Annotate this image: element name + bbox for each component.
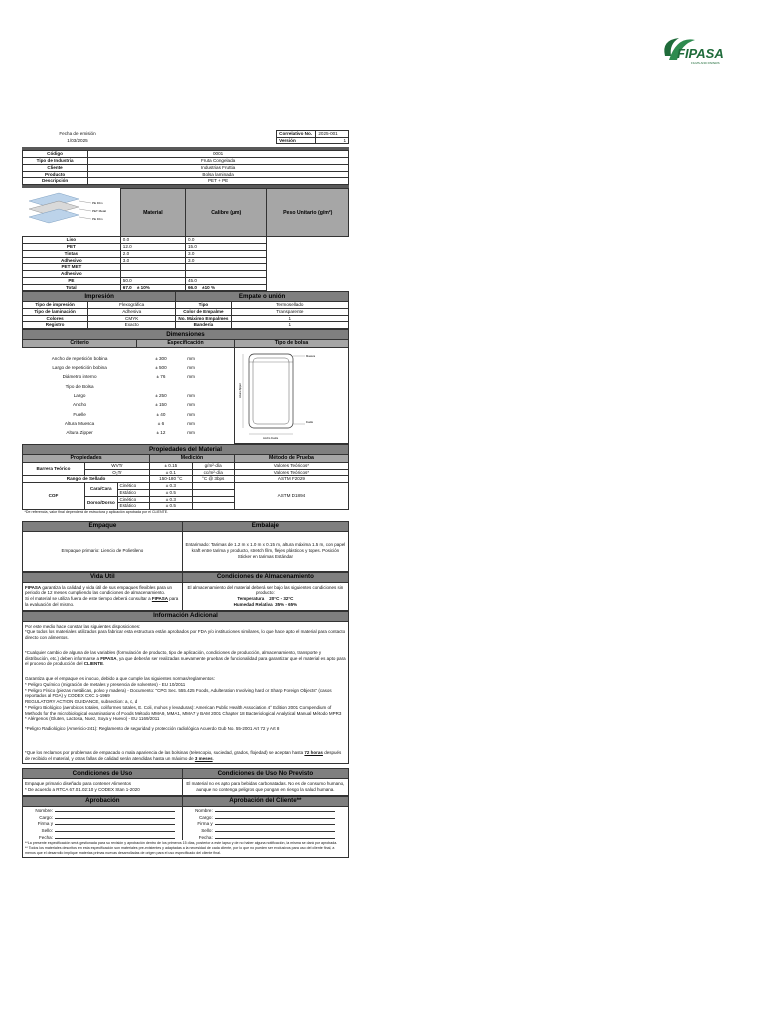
barrera-name: O₂Tr bbox=[84, 469, 149, 476]
embalaje-title: Embalaje bbox=[182, 521, 348, 531]
field-label: Firma y bbox=[37, 821, 53, 827]
dimensiones-rows bbox=[23, 354, 234, 438]
dimension-criterio: Largo bbox=[73, 392, 86, 398]
impresion-value: Flexográfica bbox=[88, 302, 176, 309]
empate-label: No. Máximo Empalmes bbox=[176, 315, 231, 322]
field-label: Fecha: bbox=[38, 834, 53, 840]
col-material: Material bbox=[120, 189, 185, 237]
impresion-label: Tipo de impresión bbox=[23, 302, 88, 309]
aprobacion-row bbox=[23, 827, 349, 834]
vida-util-table bbox=[22, 572, 349, 611]
adicional-p5: * Peligro Químico (migración de metales y presencia de solventes) - EU 10/2011 bbox=[25, 681, 186, 687]
no-previsto-title: Condiciones de Uso No Previsto bbox=[182, 769, 348, 779]
dimensiones-title: Dimensiones bbox=[23, 330, 349, 340]
sellado-label: Rango de Sellado bbox=[23, 476, 150, 483]
structure-material: Liso bbox=[23, 237, 121, 244]
general-value: Fruta Congelada bbox=[88, 158, 349, 165]
dimensiones-table bbox=[22, 329, 349, 444]
adicional-table bbox=[22, 611, 349, 765]
dimension-criterio: Tipo de Bolsa bbox=[65, 383, 94, 389]
adicional-p2: *Que todos los materiales utilizados para fabricar esta estructura están aprobados por FDA y/o instituciones similares, lo que hace apto el material para contacto directo con alimentos. bbox=[25, 629, 346, 641]
aprobacion-cliente-field bbox=[182, 827, 348, 834]
structure-peso: 15.0 bbox=[185, 244, 267, 251]
impresion-value: Exacto bbox=[88, 322, 176, 329]
structure-calibre: 0.0 bbox=[120, 237, 185, 244]
general-row bbox=[23, 171, 349, 178]
dimension-criterio: Diámetro interno bbox=[62, 374, 97, 380]
structure-calibre: 3.0 bbox=[120, 257, 185, 264]
signature-line[interactable] bbox=[55, 807, 175, 812]
fecha-value: 1/03/2025 bbox=[67, 137, 88, 143]
field-label: Nombre: bbox=[195, 807, 213, 813]
total-label: Total bbox=[23, 284, 121, 291]
vida-util-title: Vida Útil bbox=[23, 572, 183, 582]
aprobacion-field bbox=[23, 814, 183, 821]
vida-util-text bbox=[23, 582, 183, 610]
col-especificacion: Especificación bbox=[137, 340, 235, 348]
barrera-metodo: Valores Teóricos* bbox=[234, 462, 348, 469]
impresion-title: Impresión bbox=[23, 292, 176, 302]
empate-value: 1 bbox=[231, 322, 348, 329]
col-metodo: Método de Prueba bbox=[234, 455, 348, 463]
structure-calibre: 50.0 bbox=[120, 277, 185, 284]
embalaje-text: Entarimado: Tarimas de 1.2 m x 1.0 m x 0.15 m, altura máxima 1.5 m, con papel kraft entre tarima y producto, stretch film, flejes plásticos y topes. Posición Sticker en tarimas Estándar bbox=[182, 531, 348, 571]
dimension-unidad: mm bbox=[187, 402, 195, 408]
barrera-valor: ± 0.1 bbox=[150, 469, 192, 476]
impresion-value: CMYK bbox=[88, 315, 176, 322]
adicional-p10: *Peligro Radiológico (Americio-241): Reglamento de seguridad y protección radiológica Acuerdo Gub No. 55-2001 Art 72 y Art 8 bbox=[25, 726, 280, 732]
signature-line[interactable] bbox=[215, 807, 335, 812]
structure-material: Adhesivo bbox=[23, 271, 121, 278]
cof-metodo: ASTM D1894 bbox=[234, 483, 348, 510]
empaque-text: Empaque primario: Liencio de Polietileno bbox=[23, 531, 183, 571]
general-row bbox=[23, 164, 349, 171]
dimension-unidad: mm bbox=[187, 392, 195, 398]
bag-diagram bbox=[234, 347, 348, 444]
laminate-layers-icon bbox=[25, 189, 120, 235]
aprobacion-row bbox=[23, 806, 349, 813]
signature-line[interactable] bbox=[215, 814, 335, 819]
propiedades-table bbox=[22, 444, 349, 514]
field-label: Firma y bbox=[197, 821, 213, 827]
structure-calibre bbox=[120, 271, 185, 278]
signature-line[interactable] bbox=[215, 834, 335, 839]
cof-tipo: Estático bbox=[117, 489, 150, 496]
dimension-row bbox=[23, 400, 234, 409]
adicional-p8: * Peligro Biológico (aerobicos totales, coliformes totales, E. Coli, mohos y levaduras): American Public Health Association 4° Edition 2001 Compendium of Methods for the microbiological examinations of Foods Método MMA9, MMA1, MMA7 y BAM 2001 Chapter 18 Bacteriological Analytical Manual Método MPR3 bbox=[25, 704, 342, 716]
barrera-unidad: g/m²·día bbox=[192, 462, 234, 469]
correlativo-label: Correlativo No. bbox=[277, 131, 316, 138]
general-row bbox=[23, 151, 349, 158]
structure-calibre bbox=[120, 264, 185, 271]
dimension-valor: ± 12 bbox=[156, 430, 166, 436]
dimension-row bbox=[23, 373, 234, 382]
structure-material: Tintas bbox=[23, 250, 121, 257]
dimension-row bbox=[23, 363, 234, 372]
structure-material: PE bbox=[23, 277, 121, 284]
field-label: Sello: bbox=[201, 828, 213, 833]
dimension-criterio: Altura Muesca bbox=[64, 420, 95, 426]
almacenamiento-text bbox=[182, 582, 348, 610]
impresion-row bbox=[23, 322, 349, 329]
aprobacion-field bbox=[23, 834, 183, 841]
vida-util-p1: garantiza la calidad y vida útil de sus empaques flexibles para un periodo de 12 meses cumpliendo las condiciones de almacenamiento. bbox=[25, 584, 172, 596]
impresion-label: Tipo de laminación bbox=[23, 308, 88, 315]
barrera-label: Barrera Teórico bbox=[23, 462, 85, 475]
cof-valor: ± 0.5 bbox=[150, 489, 192, 496]
cof-label: COF bbox=[23, 483, 85, 510]
version-value: 1 bbox=[316, 137, 349, 144]
structure-material: PET MET bbox=[23, 264, 121, 271]
col-criterio: Criterio bbox=[23, 340, 137, 348]
general-value: PET + PE bbox=[88, 178, 349, 185]
structure-peso bbox=[185, 264, 267, 271]
impresion-empate-table bbox=[22, 291, 349, 329]
aprobacion-title: Aprobación bbox=[23, 796, 183, 806]
total-calibre: 67.0 bbox=[122, 284, 132, 290]
impresion-label: Colores bbox=[23, 315, 88, 322]
correlativo-value: 2025-001 bbox=[316, 131, 349, 138]
col-peso: Peso Unitario (g/m²) bbox=[267, 189, 349, 237]
col-medicion: Medición bbox=[150, 455, 235, 463]
empate-label: Color de Empalme bbox=[176, 308, 231, 315]
fecha-label: Fecha de emisión bbox=[59, 131, 96, 136]
dimension-criterio: Ancho de repetición bobina bbox=[51, 355, 108, 361]
logo-text: FIPASA bbox=[677, 46, 724, 61]
structure-row bbox=[23, 237, 349, 244]
bag-label: Fuelle bbox=[305, 420, 313, 424]
impresion-row bbox=[23, 308, 349, 315]
barrera-metodo: Valores Teóricos* bbox=[234, 469, 348, 476]
aprobacion-field bbox=[23, 806, 183, 813]
dimension-row bbox=[23, 354, 234, 363]
dimension-valor: ± 6 bbox=[157, 420, 165, 426]
diagram-label: PE Film bbox=[91, 216, 102, 221]
empate-value: 1 bbox=[231, 315, 348, 322]
diagram-label: PE Film bbox=[91, 200, 102, 205]
bag-label: Muesca bbox=[305, 354, 315, 358]
layer-diagram bbox=[23, 189, 121, 237]
field-label: Nombre: bbox=[35, 807, 53, 813]
structure-table bbox=[22, 188, 349, 291]
structure-peso: 3.0 bbox=[185, 257, 267, 264]
structure-row bbox=[23, 250, 349, 257]
sellado-metodo: ASTM F2029 bbox=[234, 476, 348, 483]
cof-tipo: Estático bbox=[117, 503, 150, 510]
vida-util-p2: Si el material se utiliza fuera de este tiempo deberá consultar a bbox=[25, 596, 152, 602]
empate-label: Tipo bbox=[176, 302, 231, 309]
hum-value: 35% - 65% bbox=[275, 601, 298, 607]
dimension-row bbox=[23, 419, 234, 428]
impresion-row bbox=[23, 315, 349, 322]
aprobacion-cliente-field bbox=[182, 834, 348, 841]
signature-line[interactable] bbox=[215, 827, 335, 832]
general-row bbox=[23, 178, 349, 185]
adicional-p1: Por este medio hace constar las siguientes disposiciones: bbox=[25, 623, 141, 629]
total-peso: 66.0 bbox=[187, 284, 197, 290]
dimension-criterio: Altura Zipper bbox=[66, 430, 93, 436]
brand-name: FIPASA bbox=[151, 596, 168, 602]
impresion-row bbox=[23, 302, 349, 309]
almacenamiento-desc: El almacenamiento del material deberá ser bajo las siguientes condiciones sin producto: bbox=[187, 584, 344, 596]
almacenamiento-title: Condiciones de Almacenamiento bbox=[182, 572, 348, 582]
uso-title: Condiciones de Uso bbox=[23, 769, 183, 779]
bag-label: Ancho Fuelle bbox=[262, 436, 279, 440]
version-label: Versión bbox=[277, 137, 316, 144]
general-label: Código bbox=[23, 151, 88, 158]
dimension-unidad: mm bbox=[187, 374, 195, 380]
dimension-criterio: Largo de repetición bobina bbox=[52, 365, 107, 371]
structure-calibre: 12.0 bbox=[120, 244, 185, 251]
aprobacion-row bbox=[23, 820, 349, 827]
structure-material: Adhesivo bbox=[23, 257, 121, 264]
cof-valor: ± 0.3 bbox=[150, 496, 192, 503]
adicional-p9: * Alérgenos (Gluten, Lactosa, Nuez, Soya y Huevo) - EU 1169/2011 bbox=[25, 716, 160, 722]
cof-tipo: Cinético bbox=[117, 483, 150, 490]
aprobacion-row bbox=[23, 814, 349, 821]
empate-title: Empate o unión bbox=[176, 292, 349, 302]
cof-tipo: Cinético bbox=[117, 496, 150, 503]
logo-tagline: FILMS AND PAPERS bbox=[691, 61, 720, 65]
footnote-2: ** Todos los materiales descritos en esta especificación son materiales pre-existentes y adaptadas a la necesidad de cada cliente, por lo que no pueden ser exclusivos para uso del cliente final, a menos que el desarrollo implique materias primas nuevas desarrolladas de origen para el uso especificado del cliente final. bbox=[25, 846, 335, 856]
general-label: Descripción bbox=[23, 178, 88, 185]
empate-value: Transparente bbox=[231, 308, 348, 315]
hum-label: Humedad Relativa bbox=[233, 601, 273, 607]
temp-value: 20°C - 32°C bbox=[269, 596, 294, 602]
dimension-criterio: Fuelle bbox=[73, 411, 86, 417]
fipasa-logo-icon bbox=[655, 30, 735, 70]
field-label: Fecha: bbox=[198, 834, 213, 840]
adicional-p4: Garantiza que el empaque es inocuo, debido a que cumple las siguientes normas/reglamentos: bbox=[25, 676, 215, 682]
propiedades-footnote: *De referencia, valor final dependerá de estructura y aplicación aprobada por el CLIENTE. bbox=[24, 510, 169, 515]
structure-row bbox=[23, 271, 349, 278]
aprobacion-cliente-title: Aprobación del Cliente** bbox=[182, 796, 348, 806]
adicional-p7: REGULATORY ACTION GUIDANCE, subsection: a, c, d bbox=[25, 699, 138, 705]
propiedades-title: Propiedades del Material bbox=[23, 445, 349, 455]
empaque-table bbox=[22, 521, 349, 572]
dimension-valor: ± 250 bbox=[155, 392, 167, 398]
general-value: 0001 bbox=[88, 151, 349, 158]
adicional-text bbox=[23, 621, 349, 764]
signature-line[interactable] bbox=[215, 820, 335, 825]
total-peso-tol: ±10 % bbox=[202, 284, 216, 290]
structure-peso: 0.0 bbox=[185, 237, 267, 244]
cof-valor: ± 0.5 bbox=[150, 503, 192, 510]
field-label: Cargo: bbox=[39, 814, 53, 820]
general-label: Producto bbox=[23, 171, 88, 178]
empate-value: Termosellado bbox=[231, 302, 348, 309]
company-logo bbox=[655, 30, 735, 70]
col-calibre: Calibre (µm) bbox=[185, 189, 267, 237]
general-table bbox=[22, 150, 349, 185]
no-previsto-text: El material no es apto para bebidas carbonatadas. No es de consumo humano, aunque no contenga peligros que pongan en riesgo la salud humana. bbox=[182, 779, 348, 796]
structure-row bbox=[23, 264, 349, 271]
footnotes bbox=[22, 840, 349, 858]
signature-line[interactable] bbox=[55, 834, 175, 839]
signature-line[interactable] bbox=[55, 820, 175, 825]
impresion-value: Adhesiva bbox=[88, 308, 176, 315]
spec-sheet bbox=[22, 130, 349, 858]
aprobacion-cliente-field bbox=[182, 806, 348, 813]
header-table bbox=[22, 130, 349, 144]
structure-material: PET bbox=[23, 244, 121, 251]
dimension-row bbox=[23, 382, 234, 391]
uso-table bbox=[22, 768, 349, 796]
sellado-valor: 150-180 °C bbox=[150, 476, 192, 483]
aprobacion-cliente-field bbox=[182, 820, 348, 827]
structure-row bbox=[23, 244, 349, 251]
empate-label: Bandería bbox=[176, 322, 231, 329]
dimension-unidad: mm bbox=[187, 355, 195, 361]
dimension-row bbox=[23, 391, 234, 400]
adicional-p6: * Peligro Físico (piezas metálicas, polvo y madera) - Documento: "CPG Sec. 555.425 Foods, Adulteration Involving hard or Sharp Foreign Objects" (casos reportados al FDA) y CODEX CXC 1-1969 bbox=[25, 687, 332, 699]
structure-calibre: 2.0 bbox=[120, 250, 185, 257]
dimension-row bbox=[23, 410, 234, 419]
col-tipo-bolsa: Tipo de bolsa bbox=[234, 340, 348, 348]
barrera-valor: ± 0.15 bbox=[150, 462, 192, 469]
uso-text bbox=[23, 779, 183, 796]
cof-group: Cara/Cara bbox=[84, 483, 117, 496]
dimension-valor: ± 150 bbox=[155, 402, 167, 408]
adicional-p3: *Cualquier cambio de alguna de las variables (formulación de producto, tipo de aplicación, condiciones de producción, almacenamiento, transporte y distribución, etc.) deben informarse a FIPASA, ya que deberán ser realizadas nuevamente pruebas de funcionalidad para garantizar que el material es apto para el proceso de producción del CLIENTE. bbox=[25, 649, 346, 667]
dimension-unidad bbox=[185, 382, 234, 391]
general-label: Tipo de Industria bbox=[23, 158, 88, 165]
general-value: Bolsa laminada bbox=[88, 171, 349, 178]
dimension-valor: ± 500 bbox=[155, 365, 167, 371]
dimension-unidad: mm bbox=[187, 430, 195, 436]
structure-row bbox=[23, 277, 349, 284]
aprobacion-table bbox=[22, 796, 349, 841]
bag-outline-icon bbox=[235, 348, 349, 442]
uso-text-2: * De acuerdo a RTCA 67.01.02:10 y CODEX Stan 1-2020 bbox=[25, 787, 140, 793]
aprobacion-row bbox=[23, 834, 349, 841]
adicional-p11: *Que los reclamos por problemas de empacado o mala apariencia de las bolsinas (telescopio, suciedad, grados, flojedad) se aceptan hasta 72 horas después de recibido el material, y otras fallas de calidad serán atendidas hasta un máximo de 3 meses. bbox=[25, 749, 342, 761]
aprobacion-field bbox=[23, 827, 183, 834]
aprobacion-field bbox=[23, 820, 183, 827]
dimension-row bbox=[23, 428, 234, 437]
cof-valor: ± 0.3 bbox=[150, 483, 192, 490]
uso-text-1: Empaque primario diseñado para contener Alimentos bbox=[25, 781, 132, 787]
vida-util-p2-tail: para la evaluación del mismo. bbox=[25, 596, 179, 607]
structure-row bbox=[23, 257, 349, 264]
general-label: Cliente bbox=[23, 164, 88, 171]
dimension-criterio: Ancho bbox=[73, 402, 87, 408]
dimension-unidad: mm bbox=[187, 411, 195, 417]
dimension-valor bbox=[137, 382, 186, 391]
signature-line[interactable] bbox=[55, 827, 175, 832]
field-label: Sello: bbox=[41, 828, 53, 833]
general-value: Industrias Fruttia bbox=[88, 164, 349, 171]
dimension-valor: ± 40 bbox=[156, 411, 166, 417]
barrera-name: WVTr bbox=[84, 462, 149, 469]
dimension-valor: ± 76 bbox=[156, 374, 166, 380]
aprobacion-cliente-field bbox=[182, 814, 348, 821]
bag-label: Altura Zipper bbox=[238, 382, 242, 398]
total-calibre-tol: ± 10% bbox=[136, 284, 150, 290]
dimension-unidad: mm bbox=[187, 365, 195, 371]
dimension-valor: ± 300 bbox=[155, 355, 167, 361]
impresion-label: Registro bbox=[23, 322, 88, 329]
diagram-label: PET Metal bbox=[91, 208, 106, 213]
brand-name: FIPASA bbox=[25, 584, 42, 590]
col-propiedades: Propiedades bbox=[23, 455, 150, 463]
adicional-title: Información Adicional bbox=[23, 611, 349, 621]
sellado-unidad: °C @ 3bps bbox=[192, 476, 234, 483]
signature-line[interactable] bbox=[55, 814, 175, 819]
structure-peso bbox=[185, 271, 267, 278]
structure-peso: 3.0 bbox=[185, 250, 267, 257]
footnote-1: **La presente especificación será gestionada para su revisión y aprobación dentro de los primeros 15 días, posterior a este lapso y de no haber alguna notificación, la misma se dará por aprobada. bbox=[25, 841, 338, 846]
temp-label: Temperatura bbox=[237, 596, 265, 602]
general-row bbox=[23, 158, 349, 165]
structure-peso: 45.0 bbox=[185, 277, 267, 284]
field-label: Cargo: bbox=[198, 814, 213, 820]
dimension-unidad: mm bbox=[187, 420, 195, 426]
empaque-title: Empaque bbox=[23, 521, 183, 531]
cof-group: Dorso/Dorso bbox=[84, 496, 117, 509]
barrera-unidad: cc/m²·día bbox=[192, 469, 234, 476]
